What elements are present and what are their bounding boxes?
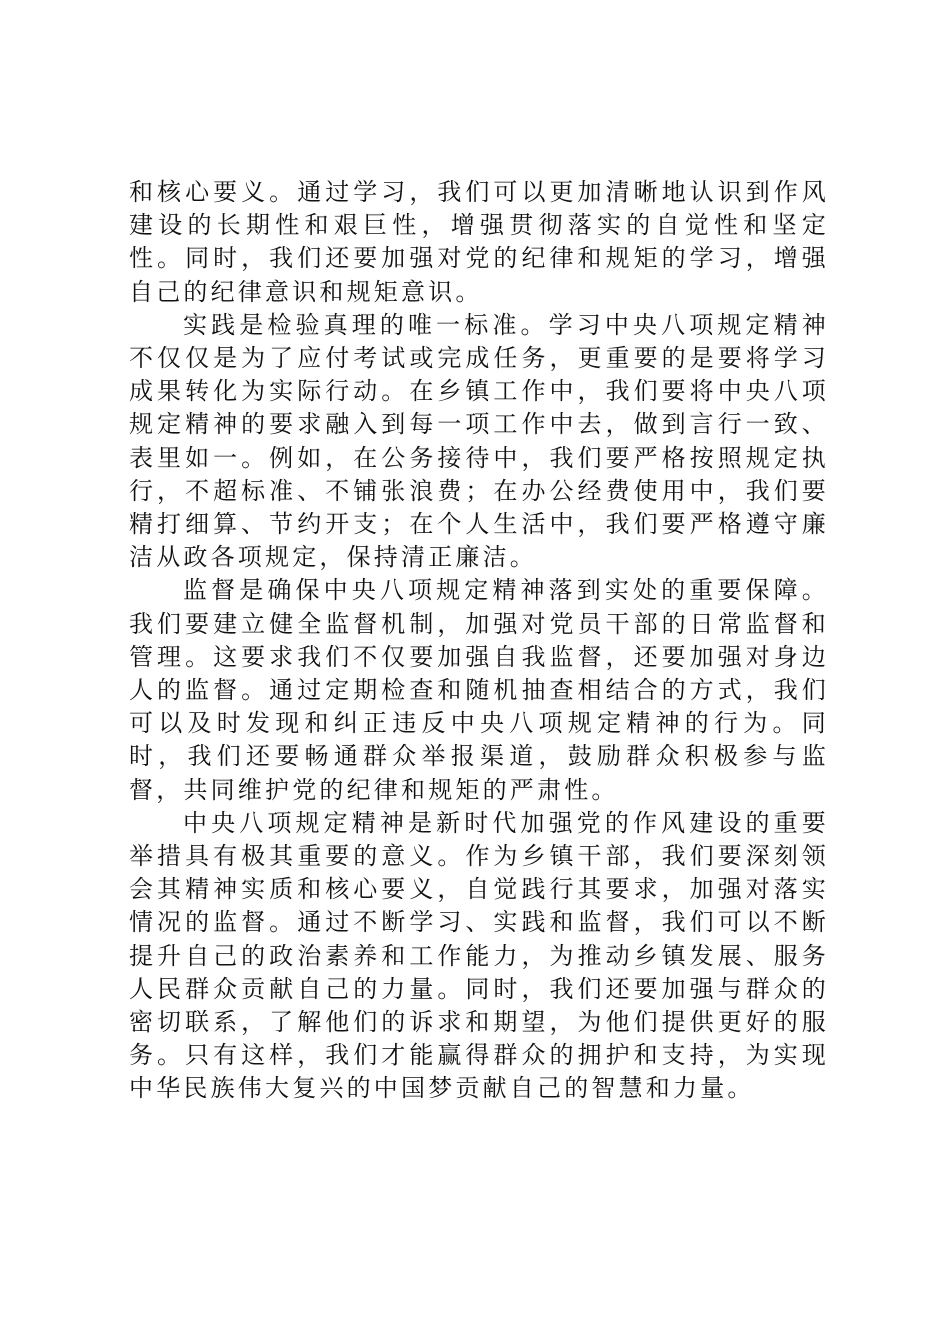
paragraph-3: 监督是确保中央八项规定精神落到实处的重要保障。我们要建立健全监督机制，加强对党员干部的日常监督和管理。这要求我们不仅要加强自我监督，还要加强对身边人的监督。通过定期检查和随机抽查相结合的方式，我们可以及时发现和纠正违反中央八项规定精神的行为。同时，我们还要畅通群众举报渠道，鼓励群众积极参与监督，共同维护党的纪律和规矩的严肃性。	[129, 576, 829, 804]
paragraph-1: 和核心要义。通过学习，我们可以更加清晰地认识到作风建设的长期性和艰巨性，增强贯彻落实的自觉性和坚定性。同时，我们还要加强对党的纪律和规矩的学习，增强自己的纪律意识和规矩意识。	[129, 178, 829, 306]
paragraph-4: 中央八项规定精神是新时代加强党的作风建设的重要举措具有极其重要的意义。作为乡镇干部，我们要深刻领会其精神实质和核心要义，自觉践行其要求，加强对落实情况的监督。通过不断学习、实践和监督，我们可以不断提升自己的政治素养和工作能力，为推动乡镇发展、服务人民群众贡献自己的力量。同时，我们还要加强与群众的密切联系，了解他们的诉求和期望，为他们提供更好的服务。只有这样，我们才能赢得群众的拥护和支持，为实现中华民族伟大复兴的中国梦贡献自己的智慧和力量。	[129, 808, 829, 1103]
paragraph-2: 实践是检验真理的唯一标准。学习中央八项规定精神不仅仅是为了应付考试或完成任务，更重要的是要将学习成果转化为实际行动。在乡镇工作中，我们要将中央八项规定精神的要求融入到每一项工作中去，做到言行一致、表里如一。例如，在公务接待中，我们要严格按照规定执行，不超标准、不铺张浪费；在办公经费使用中，我们要精打细算、节约开支；在个人生活中，我们要严格遵守廉洁从政各项规定，保持清正廉洁。	[129, 310, 829, 572]
document-body	[129, 176, 829, 1106]
